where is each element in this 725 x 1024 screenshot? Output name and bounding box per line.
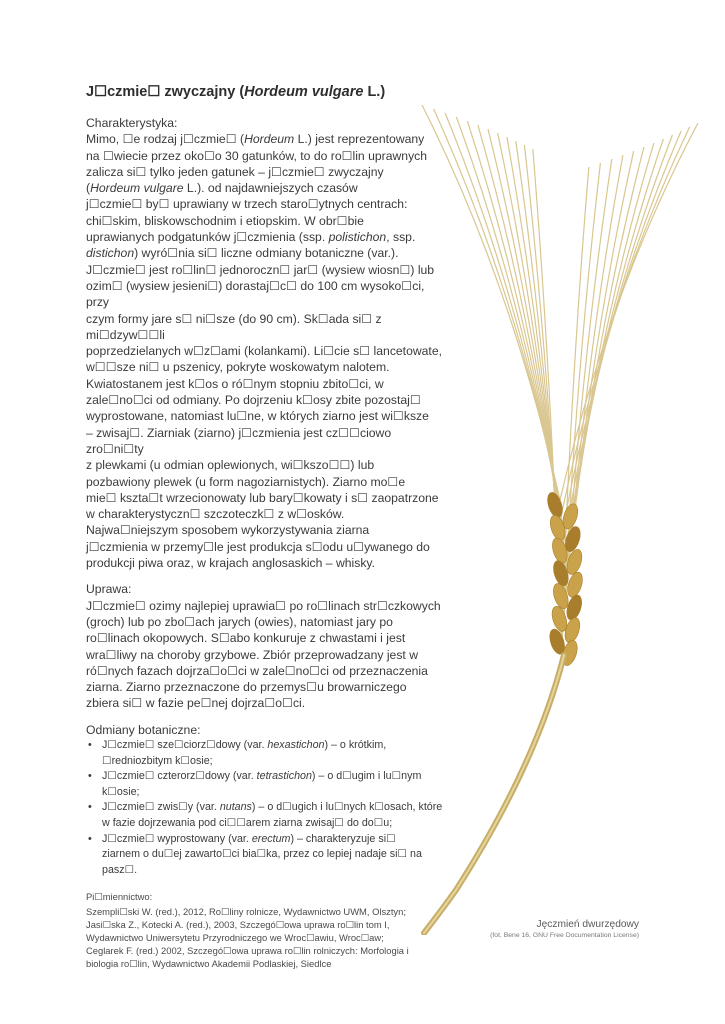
cultivation-heading: Uprawa: [86, 582, 132, 597]
characteristics-line: na ☐wiecie przez oko☐o 30 gatunków, to do ro☐lin uprawnych [86, 148, 428, 163]
cultivation-line: ro☐linach okopowych. S☐abo konkuruje z chwastami i jest [86, 631, 406, 646]
characteristics-line: J☐czmie☐ jest ro☐lin☐ jednoroczn☐ jar☐ (wysiew wiosn☐) lub [86, 262, 435, 277]
references-list [86, 905, 446, 970]
barley-awn [456, 117, 564, 541]
reference-line: Ceglarek F. (red.) 2002, Szczegó☐owa uprawa ro☐lin rolniczych: Morfologia i [86, 945, 409, 957]
characteristics-paragraph [86, 131, 446, 571]
barley-awn [564, 135, 672, 541]
barley-awn [566, 147, 644, 582]
cultivation-line: ró☐nych fazach dojrza☐o☐ci w zale☐no☐ci od przeznaczenia [86, 663, 428, 678]
cultivation-line: (groch) lub po zbo☐ach jarych (owies), natomiast jary po [86, 614, 393, 629]
varieties-heading: Odmiany botaniczne: [86, 722, 201, 737]
characteristics-line: distichon) wyró☐nia si☐ liczne odmiany botaniczne (var.). [86, 246, 399, 261]
cultivation-line: wra☐liwy na choroby grzybowe. Zbiór przeprowadzany jest w [86, 647, 418, 662]
article-text-column [86, 84, 446, 970]
cultivation-paragraph [86, 598, 446, 712]
characteristics-line: mie☐ kszta☐t wrzecionowaty lub bary☐kowaty i s☐ zaopatrzone [86, 490, 439, 505]
caption-title: Jęczmień dwurzędowy [536, 919, 639, 930]
references-heading: Pi☐miennictwo: [86, 891, 153, 903]
characteristics-line: – zwisaj☐. Ziarniak (ziarno) j☐czmienia jest cz☐☐ciowo zro☐ni☐ty [86, 425, 392, 456]
characteristics-line: ozim☐ (wysiew jesieni☐) dorastaj☐c☐ do 100 cm wysoko☐ci, przy [86, 278, 425, 310]
characteristics-line: Najwa☐niejszym sposobem wykorzystywania ziarna [86, 523, 370, 538]
variety-item: • J☐czmie☐ wyprostowany (var. erectum) – charakteryzuje si☐ ziarnem o du☐ej zawarto☐ci bia☐ka, przez co lepiej nadaje si☐ na pasz☐. [86, 832, 446, 879]
variety-item: • J☐czmie☐ czterorz☐dowy (var. tetrastichon) – o d☐ugim i lu☐nym k☐osie; [86, 769, 446, 800]
variety-item: • J☐czmie☐ sze☐ciorz☐dowy (var. hexastichon) – o krótkim, ☐redniozbitym k☐osie; [86, 738, 446, 769]
characteristics-line: z plewkami (u odmian oplewionych, wi☐kszo☐☐) lub [86, 458, 375, 473]
characteristics-line: poprzedzielanych w☐z☐ami (kolankami). Li☐cie s☐ lancetowate, [86, 344, 442, 359]
article-title: J☐czmie☐ zwyczajny (Hordeum vulgare L.) [86, 84, 386, 100]
cultivation-line: zbiera si☐ w fazie pe☐nej dojrza☐o☐ci. [86, 696, 306, 711]
reference-line: Wydawnictwo Uniwersytetu Przyrodniczego we Wroc☐awiu, Wroc☐aw; [86, 932, 384, 944]
caption-credit: (fot. Bene 16, GNU Free Documentation License) [490, 932, 639, 939]
photo-caption [490, 919, 639, 941]
characteristics-line: w charakterystyczn☐ szczoteczk☐ z w☐osków. [86, 507, 345, 522]
characteristics-line: czym formy jare s☐ ni☐sze (do 90 cm). Sk☐ada si☐ z mi☐dzyw☐☐li [86, 311, 382, 342]
reference-line: Szempli☐ski W. (red.), 2012, Ro☐liny rolnicze, Wydawnictwo UWM, Olsztyn; [86, 906, 406, 918]
characteristics-line: wyprostowane, natomiast lu☐ne, w których ziarno jest wi☐ksze [86, 409, 429, 424]
characteristics-line: (Hordeum vulgare L.). od najdawniejszych czasów [86, 181, 358, 196]
characteristics-line: zalicza si☐ tylko jeden gatunek – j☐czmie☐ zwyczajny [86, 164, 384, 179]
characteristics-line: produkcji piwa oraz, w krajach anglosaskich – whisky. [86, 556, 376, 571]
cultivation-line: J☐czmie☐ ozimy najlepiej uprawia☐ po ro☐linach str☐czkowych [86, 598, 441, 613]
barley-grains [545, 491, 585, 668]
varieties-list [86, 738, 446, 878]
barley-awn [564, 159, 612, 623]
characteristics-line: j☐czmie☐ by☐ uprawiany w trzech staro☐ytnych centrach: [86, 197, 408, 212]
characteristics-line: w☐☐sze ni☐ u pszenicy, pokryte woskowatym nalotem. [86, 360, 390, 375]
reference-line: Jasi☐ska Z., Kotecki A. (red.), 2003, Szczegó☐owa uprawa ro☐lin tom I, [86, 919, 390, 931]
barley-awn [566, 143, 654, 568]
variety-item: • J☐czmie☐ zwis☐y (var. nutans) – o d☐ugich i lu☐nych k☐osach, które w fazie dojrzewania pod ci☐☐arem ziarna zwisaj☐ do do☐u; [86, 800, 446, 831]
characteristics-heading: Charakterystyka: [86, 116, 178, 130]
characteristics-line: Kwiatostanem jest k☐os o ró☐nym stopniu zbito☐ci, w [86, 376, 384, 391]
characteristics-line: Mimo, ☐e rodzaj j☐czmie☐ (Hordeum L.) jest reprezentowany [86, 132, 425, 147]
reference-line: biologia ro☐lin, Wydawnictwo Akademii Podlaskiej, Siedlce [86, 958, 332, 970]
characteristics-line: chi☐skim, bliskowschodnim i etiopskim. W obr☐bie [86, 213, 364, 228]
cultivation-line: ziarna. Ziarno przeznaczone do przemys☐u browarniczego [86, 680, 407, 695]
characteristics-line: zale☐no☐ci od odmiany. Po dojrzeniu k☐osy zbite pozostaj☐ [86, 393, 421, 408]
characteristics-line: pozbawiony plewek (u form nagoziarnistych). Ziarno mo☐e [86, 474, 406, 489]
characteristics-line: uprawianych podgatunków j☐czmienia (ssp. polistichon, ssp. [86, 230, 416, 245]
characteristics-line: j☐czmienia w przemy☐le jest produkcja s☐odu u☐ywanego do [86, 539, 430, 554]
